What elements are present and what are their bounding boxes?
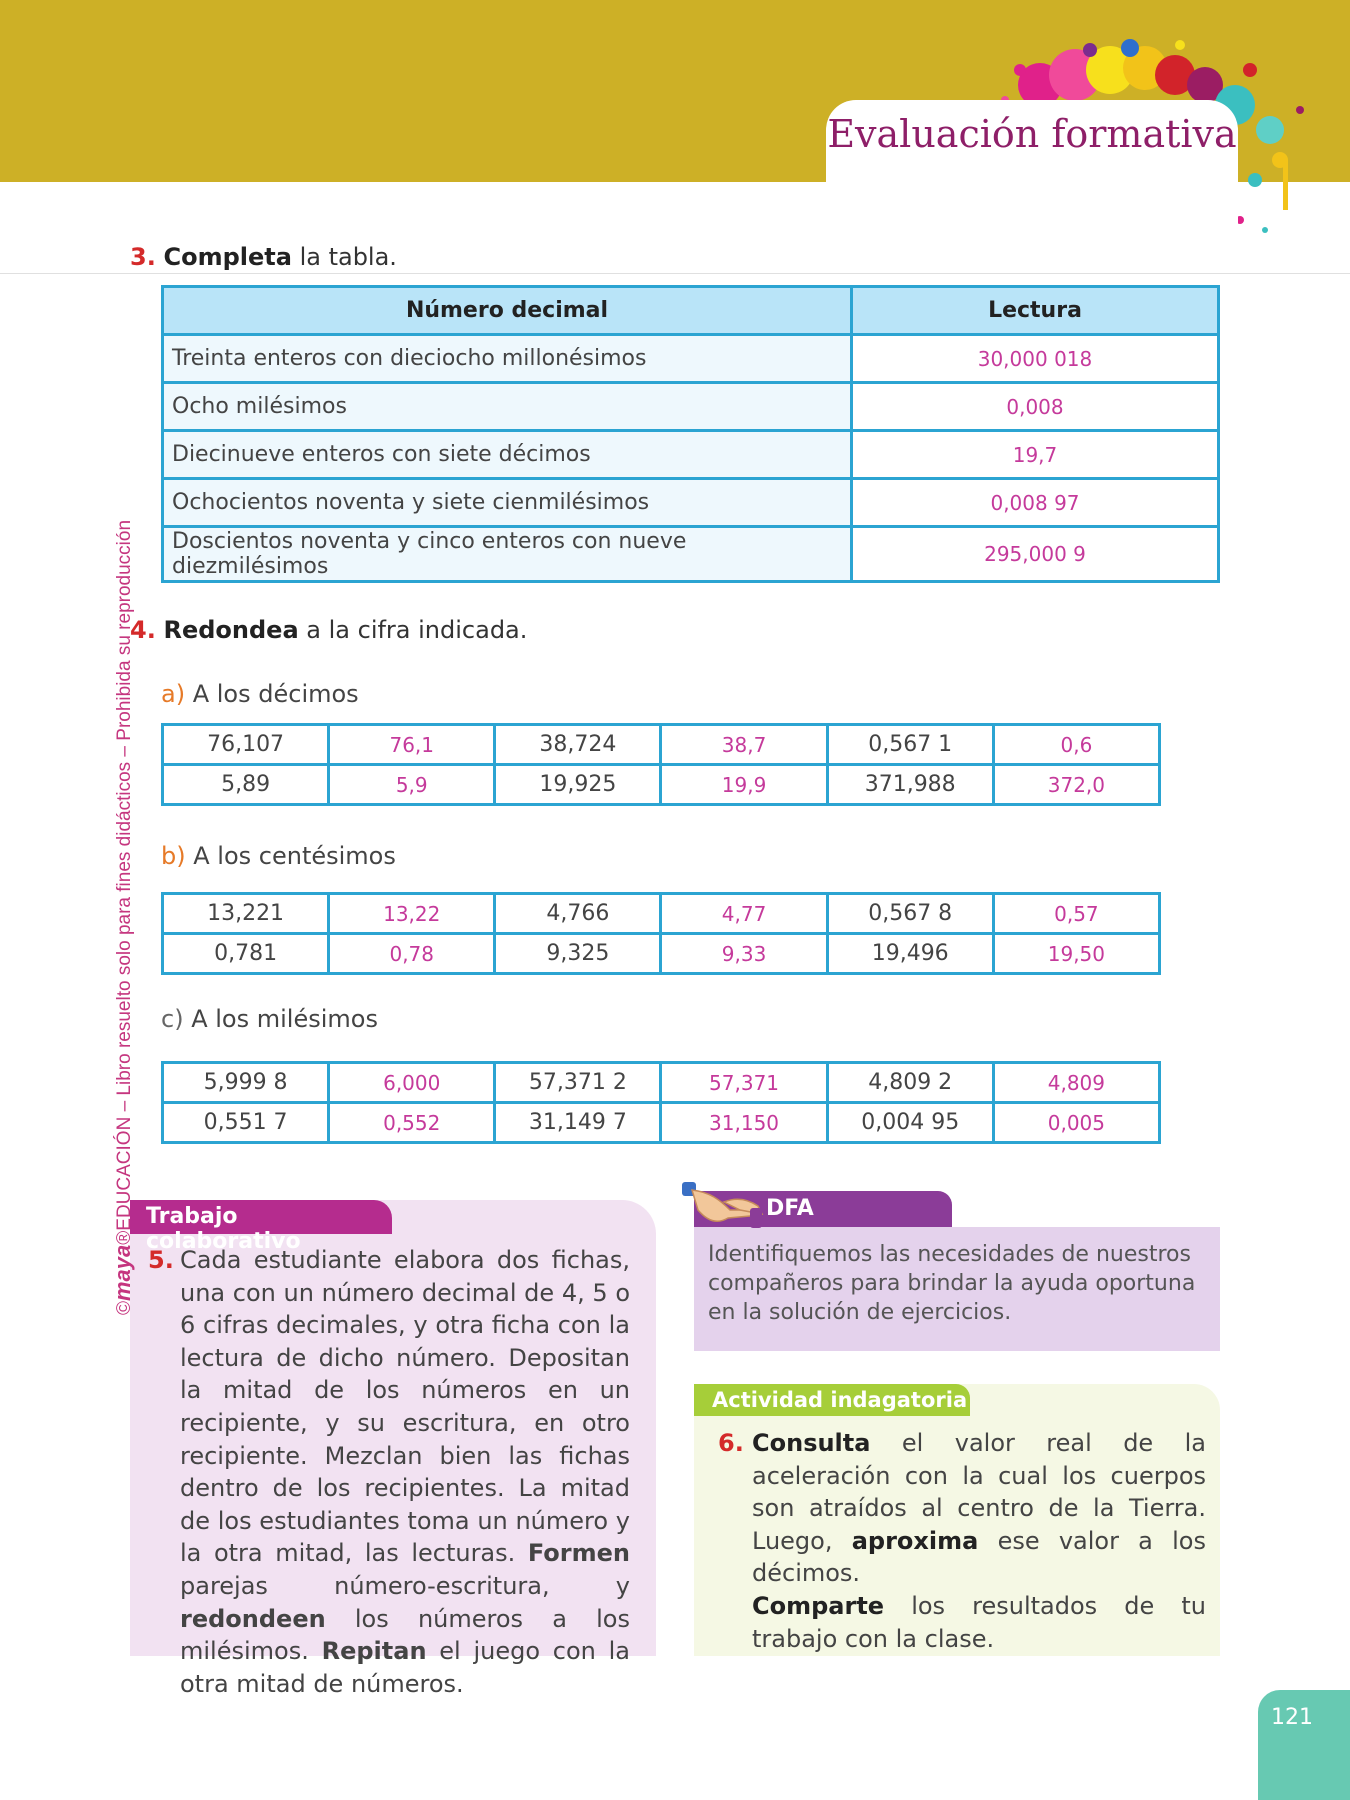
q4-rest: a la cifra indicada. xyxy=(306,616,528,644)
table-row xyxy=(163,725,1160,765)
table-row xyxy=(163,335,1219,383)
helping-hands-icon xyxy=(680,1180,764,1236)
part-c-heading xyxy=(161,1005,378,1033)
copyright-text: EDUCACIÓN – Libro resuelto solo para fines didácticos – Prohibida su reproducción xyxy=(114,519,135,1231)
table-row xyxy=(163,894,1160,934)
q6-part3: los resultados de tu trabajo con la clase. xyxy=(752,1591,1206,1653)
cell-number: 57,371 2 xyxy=(495,1063,661,1103)
cell-number: 19,925 xyxy=(495,765,661,805)
q3-verb: Completa xyxy=(163,243,292,271)
table-row xyxy=(163,431,1219,479)
q6-bold3: Comparte xyxy=(752,1591,885,1620)
cell-text: Treinta enteros con dieciocho millonésimos xyxy=(163,335,852,383)
rounding-table-c xyxy=(161,1061,1161,1144)
cell-answer: 30,000 018 xyxy=(852,335,1219,383)
cell-answer: 19,7 xyxy=(852,431,1219,479)
cell-text: Diecinueve enteros con siete décimos xyxy=(163,431,852,479)
cell-answer: 0,005 xyxy=(993,1103,1159,1143)
header-lectura: Lectura xyxy=(852,287,1219,335)
q6-bold1: Consulta xyxy=(752,1429,871,1457)
q3-rest: la tabla. xyxy=(299,243,397,271)
dfa-text: Identifiquemos las necesidades de nuestros compañeros para brindar la ayuda oportuna en la solución de ejercicios. xyxy=(708,1242,1196,1325)
page-title: Evaluación formativa xyxy=(827,112,1237,156)
table-row xyxy=(163,1103,1160,1143)
part-c-letter: c) xyxy=(161,1005,184,1033)
table-row xyxy=(163,479,1219,527)
cell-number: 76,107 xyxy=(163,725,329,765)
part-a-heading xyxy=(161,680,359,708)
cell-number: 0,567 8 xyxy=(827,894,993,934)
q5-part2: parejas número-escritura, y xyxy=(180,1571,630,1600)
brand-logo: maya xyxy=(110,1244,135,1301)
copyright-note xyxy=(110,520,136,1315)
cell-answer: 295,000 9 xyxy=(852,527,1219,582)
cell-answer: 4,809 xyxy=(993,1063,1159,1103)
table-row xyxy=(163,1063,1160,1103)
cell-number: 4,809 2 xyxy=(827,1063,993,1103)
part-a-label: A los décimos xyxy=(192,680,359,708)
cell-number: 371,988 xyxy=(827,765,993,805)
part-b-letter: b) xyxy=(161,842,186,870)
cell-answer: 19,50 xyxy=(993,934,1159,974)
page-number: 121 xyxy=(1271,1705,1313,1730)
cell-number: 19,496 xyxy=(827,934,993,974)
cell-answer: 4,77 xyxy=(661,894,827,934)
cell-answer: 9,33 xyxy=(661,934,827,974)
cell-answer: 5,9 xyxy=(329,765,495,805)
registered-symbol: ® xyxy=(114,1230,135,1245)
cell-number: 0,004 95 xyxy=(827,1103,993,1143)
rounding-table-a xyxy=(161,723,1161,806)
cell-text: Ochocientos noventa y siete cienmilésimos xyxy=(163,479,852,527)
table-row xyxy=(163,383,1219,431)
rounding-table-b xyxy=(161,892,1161,975)
q4-verb: Redondea xyxy=(163,616,299,644)
cell-number: 0,551 7 xyxy=(163,1103,329,1143)
cell-number: 9,325 xyxy=(495,934,661,974)
cell-answer: 0,6 xyxy=(993,725,1159,765)
part-b-label: A los centésimos xyxy=(193,842,396,870)
q5-part4: el juego con la otra mitad de números. xyxy=(180,1637,630,1698)
part-c-label: A los milésimos xyxy=(191,1005,378,1033)
trabajo-tab-label: Trabajo colaborativo xyxy=(146,1204,301,1254)
cell-answer: 19,9 xyxy=(661,765,827,805)
cell-answer: 0,008 xyxy=(852,383,1219,431)
table-row xyxy=(163,934,1160,974)
actividad-tab-label: Actividad indagatoria xyxy=(712,1388,968,1412)
copyright-symbol: © xyxy=(114,1301,135,1315)
dfa-label: DFA xyxy=(766,1196,814,1221)
q5-number: 5. xyxy=(148,1246,174,1274)
cell-number: 0,781 xyxy=(163,934,329,974)
cell-answer: 372,0 xyxy=(993,765,1159,805)
actividad-tab xyxy=(694,1384,970,1416)
q6-text xyxy=(718,1427,1206,1655)
part-a-letter: a) xyxy=(161,680,186,708)
cell-number: 0,567 1 xyxy=(827,725,993,765)
q6-part2: ese valor a los décimos. xyxy=(752,1526,1206,1588)
q5-part3: los números a los milésimos. xyxy=(180,1604,630,1666)
cell-number: 31,149 7 xyxy=(495,1103,661,1143)
cell-answer: 0,552 xyxy=(329,1103,495,1143)
q5-text xyxy=(148,1244,630,1700)
cell-text: Ocho milésimos xyxy=(163,383,852,431)
q4-heading xyxy=(130,616,527,644)
q3-heading xyxy=(130,243,397,271)
cell-answer: 6,000 xyxy=(329,1063,495,1103)
q3-number: 3. xyxy=(130,243,156,271)
cell-answer: 0,78 xyxy=(329,934,495,974)
q5-part1: Cada estudiante elabora dos fichas, una con un número decimal de 4, 5 o 6 cifras decimales, y otra ficha con la lectura de dicho número. Depositan la mitad de los números en un recipiente, y su escritura, en otro recipiente. Mezclan bien las fichas dentro de los recipientes. La mitad de los estudiantes toma un número y la otra mitad, las lecturas. xyxy=(180,1246,630,1568)
cell-answer: 13,22 xyxy=(329,894,495,934)
reading-table xyxy=(161,285,1220,583)
part-b-heading xyxy=(161,842,396,870)
cell-number: 5,89 xyxy=(163,765,329,805)
q4-number: 4. xyxy=(130,616,156,644)
table-row xyxy=(163,765,1160,805)
cell-number: 13,221 xyxy=(163,894,329,934)
cell-number: 4,766 xyxy=(495,894,661,934)
q6-bold2: aproxima xyxy=(851,1526,979,1555)
q6-part1: el valor real de la aceleración con la cual los cuerpos son atraídos al centro de la Tierra. Luego, xyxy=(752,1429,1206,1555)
cell-answer: 57,371 xyxy=(661,1063,827,1103)
divider xyxy=(0,273,1350,274)
cell-answer: 76,1 xyxy=(329,725,495,765)
cell-answer: 38,7 xyxy=(661,725,827,765)
q5-bold1: Formen xyxy=(527,1539,630,1568)
q5-bold2: redondeen xyxy=(180,1604,326,1633)
trabajo-tab xyxy=(130,1200,392,1254)
cell-answer: 0,008 97 xyxy=(852,479,1219,527)
header-decimal: Número decimal xyxy=(163,287,852,335)
table-row xyxy=(163,527,1219,582)
q6-number: 6. xyxy=(718,1429,744,1457)
cell-answer: 0,57 xyxy=(993,894,1159,934)
cell-number: 38,724 xyxy=(495,725,661,765)
cell-text: Doscientos noventa y cinco enteros con nueve diezmilésimos xyxy=(163,527,852,582)
cell-number: 5,999 8 xyxy=(163,1063,329,1103)
cell-answer: 31,150 xyxy=(661,1103,827,1143)
q5-bold3: Repitan xyxy=(321,1637,427,1666)
